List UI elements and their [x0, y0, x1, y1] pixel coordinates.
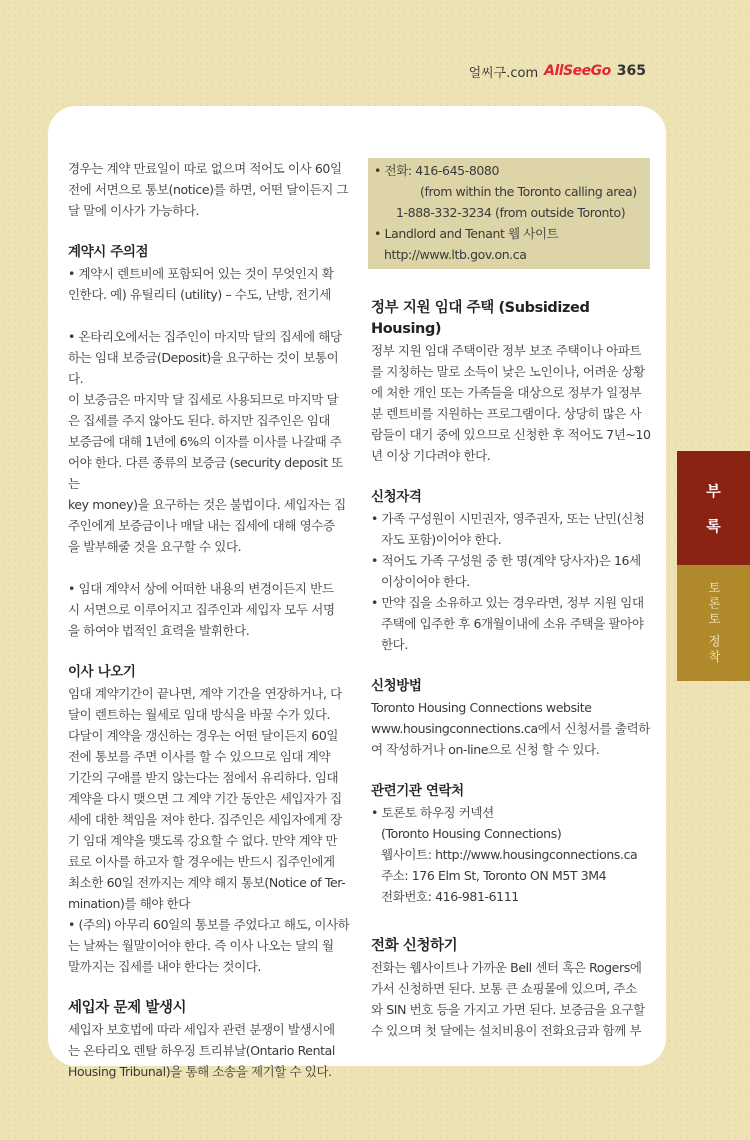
text-line: 계약을 다시 맺으면 그 계약 기간 동안은 세입자가 집	[68, 791, 342, 806]
text-line: key money)을 요구하는 것은 불법이다. 세입자는 집	[68, 497, 346, 512]
paragraph	[371, 697, 656, 760]
ltb-link[interactable]: http://www.ltb.gov.on.ca	[384, 247, 527, 262]
paragraph	[68, 1019, 353, 1082]
page-header	[469, 60, 646, 82]
text-line: 전화는 웹사이트나 가까운 Bell 센터 혹은 Rogers에	[371, 960, 642, 975]
text-line: 정부 지원 임대 주택이란 정부 보조 주택이나 아파트	[371, 343, 642, 358]
text-line: 는 온타리오 렌탈 하우징 트리뷰날(Ontario Rental	[68, 1043, 335, 1058]
paragraph	[371, 802, 656, 907]
left-column	[68, 158, 353, 1082]
text-line: 시 서면으로 이루어지고 집주인과 세입자 모두 서명	[68, 602, 335, 617]
text-line: 1-888-332-3234 (from outside Toronto)	[396, 205, 626, 220]
text-line: 기간의 구애를 받지 않는다는 점에서 유리하다. 임대	[68, 770, 339, 785]
section-tab-toronto[interactable]	[677, 565, 750, 681]
paragraph	[68, 263, 353, 305]
text-line: 보증금에 대해 1년에 6%의 이자를 이사를 나갈때 주	[68, 434, 342, 449]
text-line: www.housingconnections.ca에서 신청서를 출력하	[371, 721, 650, 736]
text-line: • 온타리오에서는 집주인이 마지막 달의 집세에 해당	[68, 329, 342, 344]
text-line: 전에 통보를 주면 이사를 할 수 있으므로 임대 계약	[68, 749, 331, 764]
text-line: mination)를 해야 한다	[68, 896, 190, 911]
text-line: 주인에게 보증금이나 매달 내는 집세에 대해 영수증	[68, 518, 335, 533]
text-line: 을 발부해줄 것을 요구할 수 있다.	[68, 539, 242, 554]
text-line: 을 하여야 법적인 효력을 발휘한다.	[68, 623, 250, 638]
text-line: Housing Tribunal)을 통해 소송을 제기할 수 있다.	[68, 1064, 332, 1079]
text-line: 년 이상 기다려야 한다.	[371, 448, 491, 463]
section-heading: 이사 나오기	[68, 664, 136, 680]
text-line: 세입자 보호법에 따라 세입자 관련 분쟁이 발생시에	[68, 1022, 335, 1037]
text-line: • 가족 구성원이 시민권자, 영주권자, 또는 난민(신청	[371, 511, 645, 526]
text-line: 이상이어야 한다.	[381, 574, 470, 589]
housing-link[interactable]: 웹사이트: http://www.housingconnections.ca	[381, 847, 638, 862]
paragraph	[68, 578, 353, 641]
paragraph	[371, 957, 656, 1041]
text-line: 한다.	[381, 637, 408, 652]
paragraph	[371, 508, 656, 655]
text-line: 어야 한다. 다른 종류의 보증금 (security deposit 또는	[68, 455, 343, 491]
text-line: 말까지는 집세를 내야 한다는 것이다.	[68, 959, 261, 974]
text-line: 는 날짜는 월말이어야 한다. 즉 이사 나오는 달의 월	[68, 938, 334, 953]
text-line: 주택에 입주한 후 6개월이내에 소유 주택을 팔아야	[381, 616, 644, 631]
right-column	[371, 158, 656, 1041]
text-line: • 적어도 가족 구성원 중 한 명(계약 당사자)은 16세	[371, 553, 641, 568]
text-line: 전에 서면으로 통보(notice)를 하면, 어떤 달이든지 그	[68, 182, 349, 197]
section-heading: 신청자격	[371, 489, 422, 505]
text-line: 세에 대한 책임을 져야 한다. 집주인은 세입자에게 장	[68, 812, 342, 827]
appendix-tab[interactable]	[677, 451, 750, 565]
text-line: 여 작성하거나 on-line으로 신청 할 수 있다.	[371, 742, 600, 757]
section-tab-label: 토론토 정착	[706, 580, 722, 666]
text-line: • (주의) 아무리 60일의 통보를 주었다고 해도, 이사하	[68, 917, 350, 932]
text-line: 자도 포함)이어야 한다.	[381, 532, 502, 547]
text-line: 가서 신청하면 된다. 보통 큰 쇼핑몰에 있으며, 주소	[371, 981, 637, 996]
section-heading: 세입자 문제 발생시	[68, 1000, 187, 1016]
text-line: 경우는 계약 만료일이 따로 없으며 적어도 이사 60일	[68, 161, 342, 176]
text-line: 달이 렌트하는 월세로 임대 방식을 바꿀 수가 있다.	[68, 707, 331, 722]
text-line: • 토론토 하우징 커넥션	[371, 805, 494, 820]
site-name: 얼씨구.com	[468, 65, 539, 81]
intro-paragraph	[68, 158, 353, 221]
text-line: 다달이 계약을 갱신하는 경우는 어떤 달이든지 60일	[68, 728, 339, 743]
text-line: • 만약 집을 소유하고 있는 경우라면, 정부 지원 임대	[371, 595, 644, 610]
text-line: • Landlord and Tenant 웹 사이트	[374, 226, 559, 241]
section-heading: 전화 신청하기	[371, 938, 458, 954]
text-line: 은 집세를 주지 않아도 된다. 하지만 집주인은 임대	[68, 413, 331, 428]
text-line: 하는 임대 보증금(Deposit)을 요구하는 것이 보통이다.	[68, 350, 339, 386]
text-line: 료로 이사를 하고자 할 경우에는 반드시 집주인에게	[68, 854, 335, 869]
tab-char: 록	[706, 517, 721, 535]
text-line: 이 보증금은 마지막 달 집세로 사용되므로 마지막 달	[68, 392, 339, 407]
text-line: (from within the Toronto calling area)	[420, 184, 637, 199]
section-heading: 정부 지원 임대 주택 (Subsidized Housing)	[371, 300, 590, 337]
text-line: Toronto Housing Connections website	[371, 700, 592, 715]
text-line: 에 처한 개인 또는 가족들을 대상으로 정부가 일정부	[371, 385, 642, 400]
text-line: 전화번호: 416-981-6111	[381, 889, 519, 904]
text-line: 수 있으며 첫 달에는 설치비용이 전화요금과 함께 부	[371, 1023, 642, 1038]
text-line: 최소한 60일 전까지는 계약 해지 통보(Notice of Ter-	[68, 875, 346, 890]
text-line: • 계약시 렌트비에 포함되어 있는 것이 무엇인지 확	[68, 266, 334, 281]
text-line: • 임대 계약서 상에 어떠한 내용의 변경이든지 반드	[68, 581, 334, 596]
section-heading: 신청방법	[371, 678, 422, 694]
text-line: 분 렌트비를 지원하는 프로그램이다. 상당히 많은 사	[371, 406, 642, 421]
contact-box	[368, 158, 650, 269]
tab-char: 부	[706, 482, 721, 500]
text-line: 를 지칭하는 말로 소득이 낮은 노인이나, 어려운 상황	[371, 364, 645, 379]
text-line: 주소: 176 Elm St, Toronto ON M5T 3M4	[381, 868, 607, 883]
brand-logo: AllSeeGo	[544, 63, 611, 79]
text-line: 인한다. 예) 유틸리티 (utility) – 수도, 난방, 전기세	[68, 287, 331, 302]
section-heading: 계약시 주의점	[68, 244, 149, 260]
text-line: 임대 계약기간이 끝나면, 계약 기간을 연장하거나, 다	[68, 686, 342, 701]
section-heading: 관련기관 연락처	[371, 783, 464, 799]
paragraph	[68, 683, 353, 914]
page-number: 365	[616, 63, 646, 79]
paragraph	[68, 914, 353, 977]
text-line: 와 SIN 번호 등을 가지고 가면 된다. 보증금을 요구할	[371, 1002, 645, 1017]
text-line: 달 말에 이사가 가능하다.	[68, 203, 200, 218]
text-line: 기 임대 계약을 맺도록 강요할 수 없다. 만약 계약 만	[68, 833, 338, 848]
text-line: • 전화: 416-645-8080	[374, 163, 500, 178]
paragraph	[371, 340, 656, 466]
paragraph	[68, 326, 353, 557]
text-line: 람들이 대기 중에 있으므로 신청한 후 적어도 7년~10	[371, 427, 651, 442]
text-line: (Toronto Housing Connections)	[381, 826, 562, 841]
